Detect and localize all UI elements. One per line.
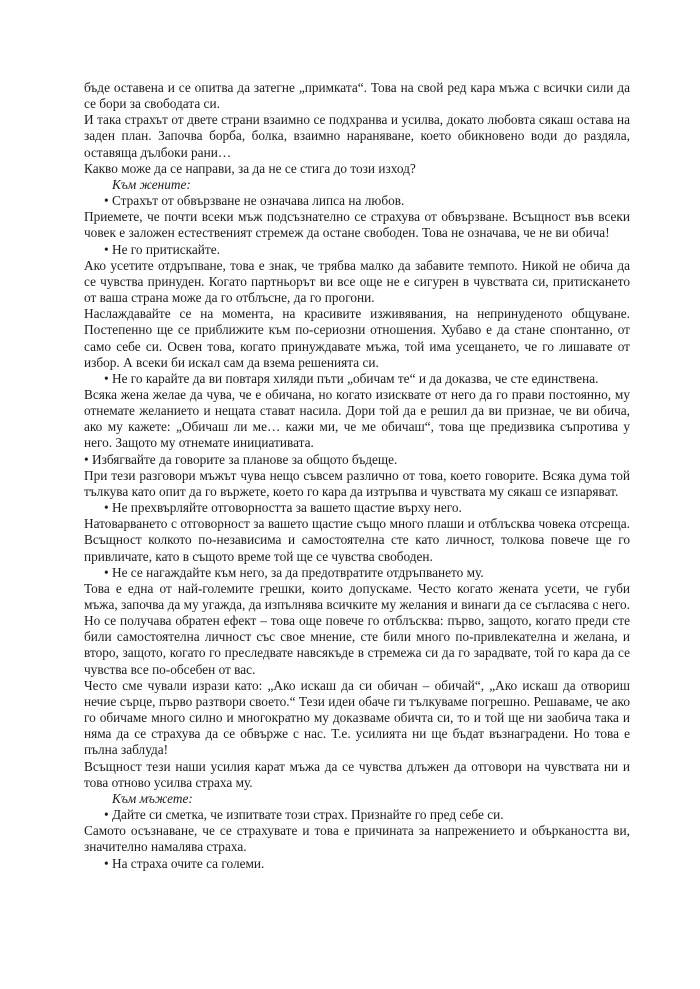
paragraph: Всъщност тези наши усилия карат мъжа да се чувства длъжен да отговори на чувствата ни и това отново усилва страха му. [84, 758, 630, 790]
bullet-point: • Дайте си сметка, че изпитвате този страх. Признайте го пред себе си. [104, 807, 504, 823]
paragraph: Самото осъзнаване, че се страхувате и това е причината за напрежението и объркаността ви, значително намалява страха. [84, 823, 630, 855]
bullet-point: • Избягвайте да говорите за планове за общото бъдеще. [84, 451, 398, 467]
document-body [84, 80, 630, 872]
paragraph: Приемете, че почти всеки мъж подсъзнателно се страхува от обвързване. Всъщност във всеки човек е заложен естественият стремеж да остане свободен. Това не означава, че не ви обича! [84, 209, 630, 241]
section-heading: Към мъжете: [112, 790, 193, 806]
bullet-point: • Не го притискайте. [104, 241, 220, 257]
paragraph: Натоварването с отговорност за вашето щастие също много плаши и отблъсква човека отсреща. Всъщност колкото по-независима и самостоятелна сте като личност, толкова повече ще го привличате, като в същото време той ще се чувства свободен. [84, 516, 630, 564]
paragraph: Какво може да се направи, за да не се стига до този изход? [84, 160, 416, 176]
bullet-point: • Страхът от обвързване не означава липса на любов. [104, 193, 405, 209]
paragraph: При тези разговори мъжът чува нещо съвсем различно от това, което говорите. Всяка дума той тълкува като опит да го вържете, което го кара да изтръпва и чувствата му сякаш се изпаряват. [84, 467, 630, 499]
bullet-point: • Не го карайте да ви повтаря хиляди пъти „обичам те“ и да доказва, че сте единствена. [104, 370, 599, 386]
section-heading: Към жените: [112, 176, 191, 192]
paragraph: Това е една от най-големите грешки, които допускаме. Често когато жената усети, че губи мъжа, започва да му угажда, да изпълнява всичките му желания и винаги да се съгласява с него. Но се получава обратен ефект – това още повече го отблъсква: първо, защото, когато преди сте били самостоятелна личност със свое мнение, сте били много по-привлекателна и желана, и второ, защото, когато го преследвате навсякъде в стремежа си да го зарадвате, той го кара да се чувства все по-обсебен от вас. [84, 580, 630, 677]
paragraph: Ако усетите отдръпване, това е знак, че трябва малко да забавите темпото. Никой не обича да се чувства принуден. Когато партньорът ви все още не е сигурен в чувствата си, притискането от ваша страна може да го отблъсне, да го прогони. [84, 257, 630, 306]
paragraph: Всяка жена желае да чува, че е обичана, но когато изисквате от него да го прави постоянно, му отнемате желанието и нещата стават насила. Дори той да е решил да ви признае, че ви обича, ако му кажете: „Обичаш ли ме… кажи ми, че ме обичаш“, това ще предизвика съпротива у него. Защото му отнемате инициативата. [84, 386, 630, 451]
bullet-point: • Не се нагаждайте към него, за да предотвратите отдръпването му. [104, 564, 484, 580]
paragraph: Често сме чували изрази като: „Ако искаш да си обичан – обичай“, „Ако искаш да отвориш нечие сърце, първо разтвори своето.“ Тези идеи обаче ги тълкуваме погрешно. Решаваме, че ако го обичаме много силно и многократно му доказваме обичта си, то и той ще ни заобича така и няма да се страхува да се обвърже с нас. Т.е. усилията ни ще бъдат възнаградени. Но това е пълна заблуда! [84, 677, 630, 758]
bullet-point: • Не прехвърляйте отговорността за вашето щастие върху него. [104, 500, 462, 516]
paragraph: бъде оставена и се опитва да затегне „примката“. Това на свой ред кара мъжа с всички сили да се бори за свободата си. [84, 80, 630, 112]
paragraph: И така страхът от двете страни взаимно се подхранва и усилва, докато любовта сякаш остава на заден план. Започва борба, болка, взаимно нараняване, което обикновено води до раздяла, оставяща дълбоки рани… [84, 112, 630, 160]
paragraph: Наслаждавайте се на момента, на красивите изживявания, на непринуденото общуване. Постепенно ще се приближите към по-сериозни отношения. Хубаво е да стане спонтанно, от само себе си. Освен това, когато принуждавате мъжа, той има усещането, че го лишавате от избор. А всеки би искал сам да взема решенията си. [84, 306, 630, 370]
bullet-point: • На страха очите са големи. [104, 855, 265, 871]
